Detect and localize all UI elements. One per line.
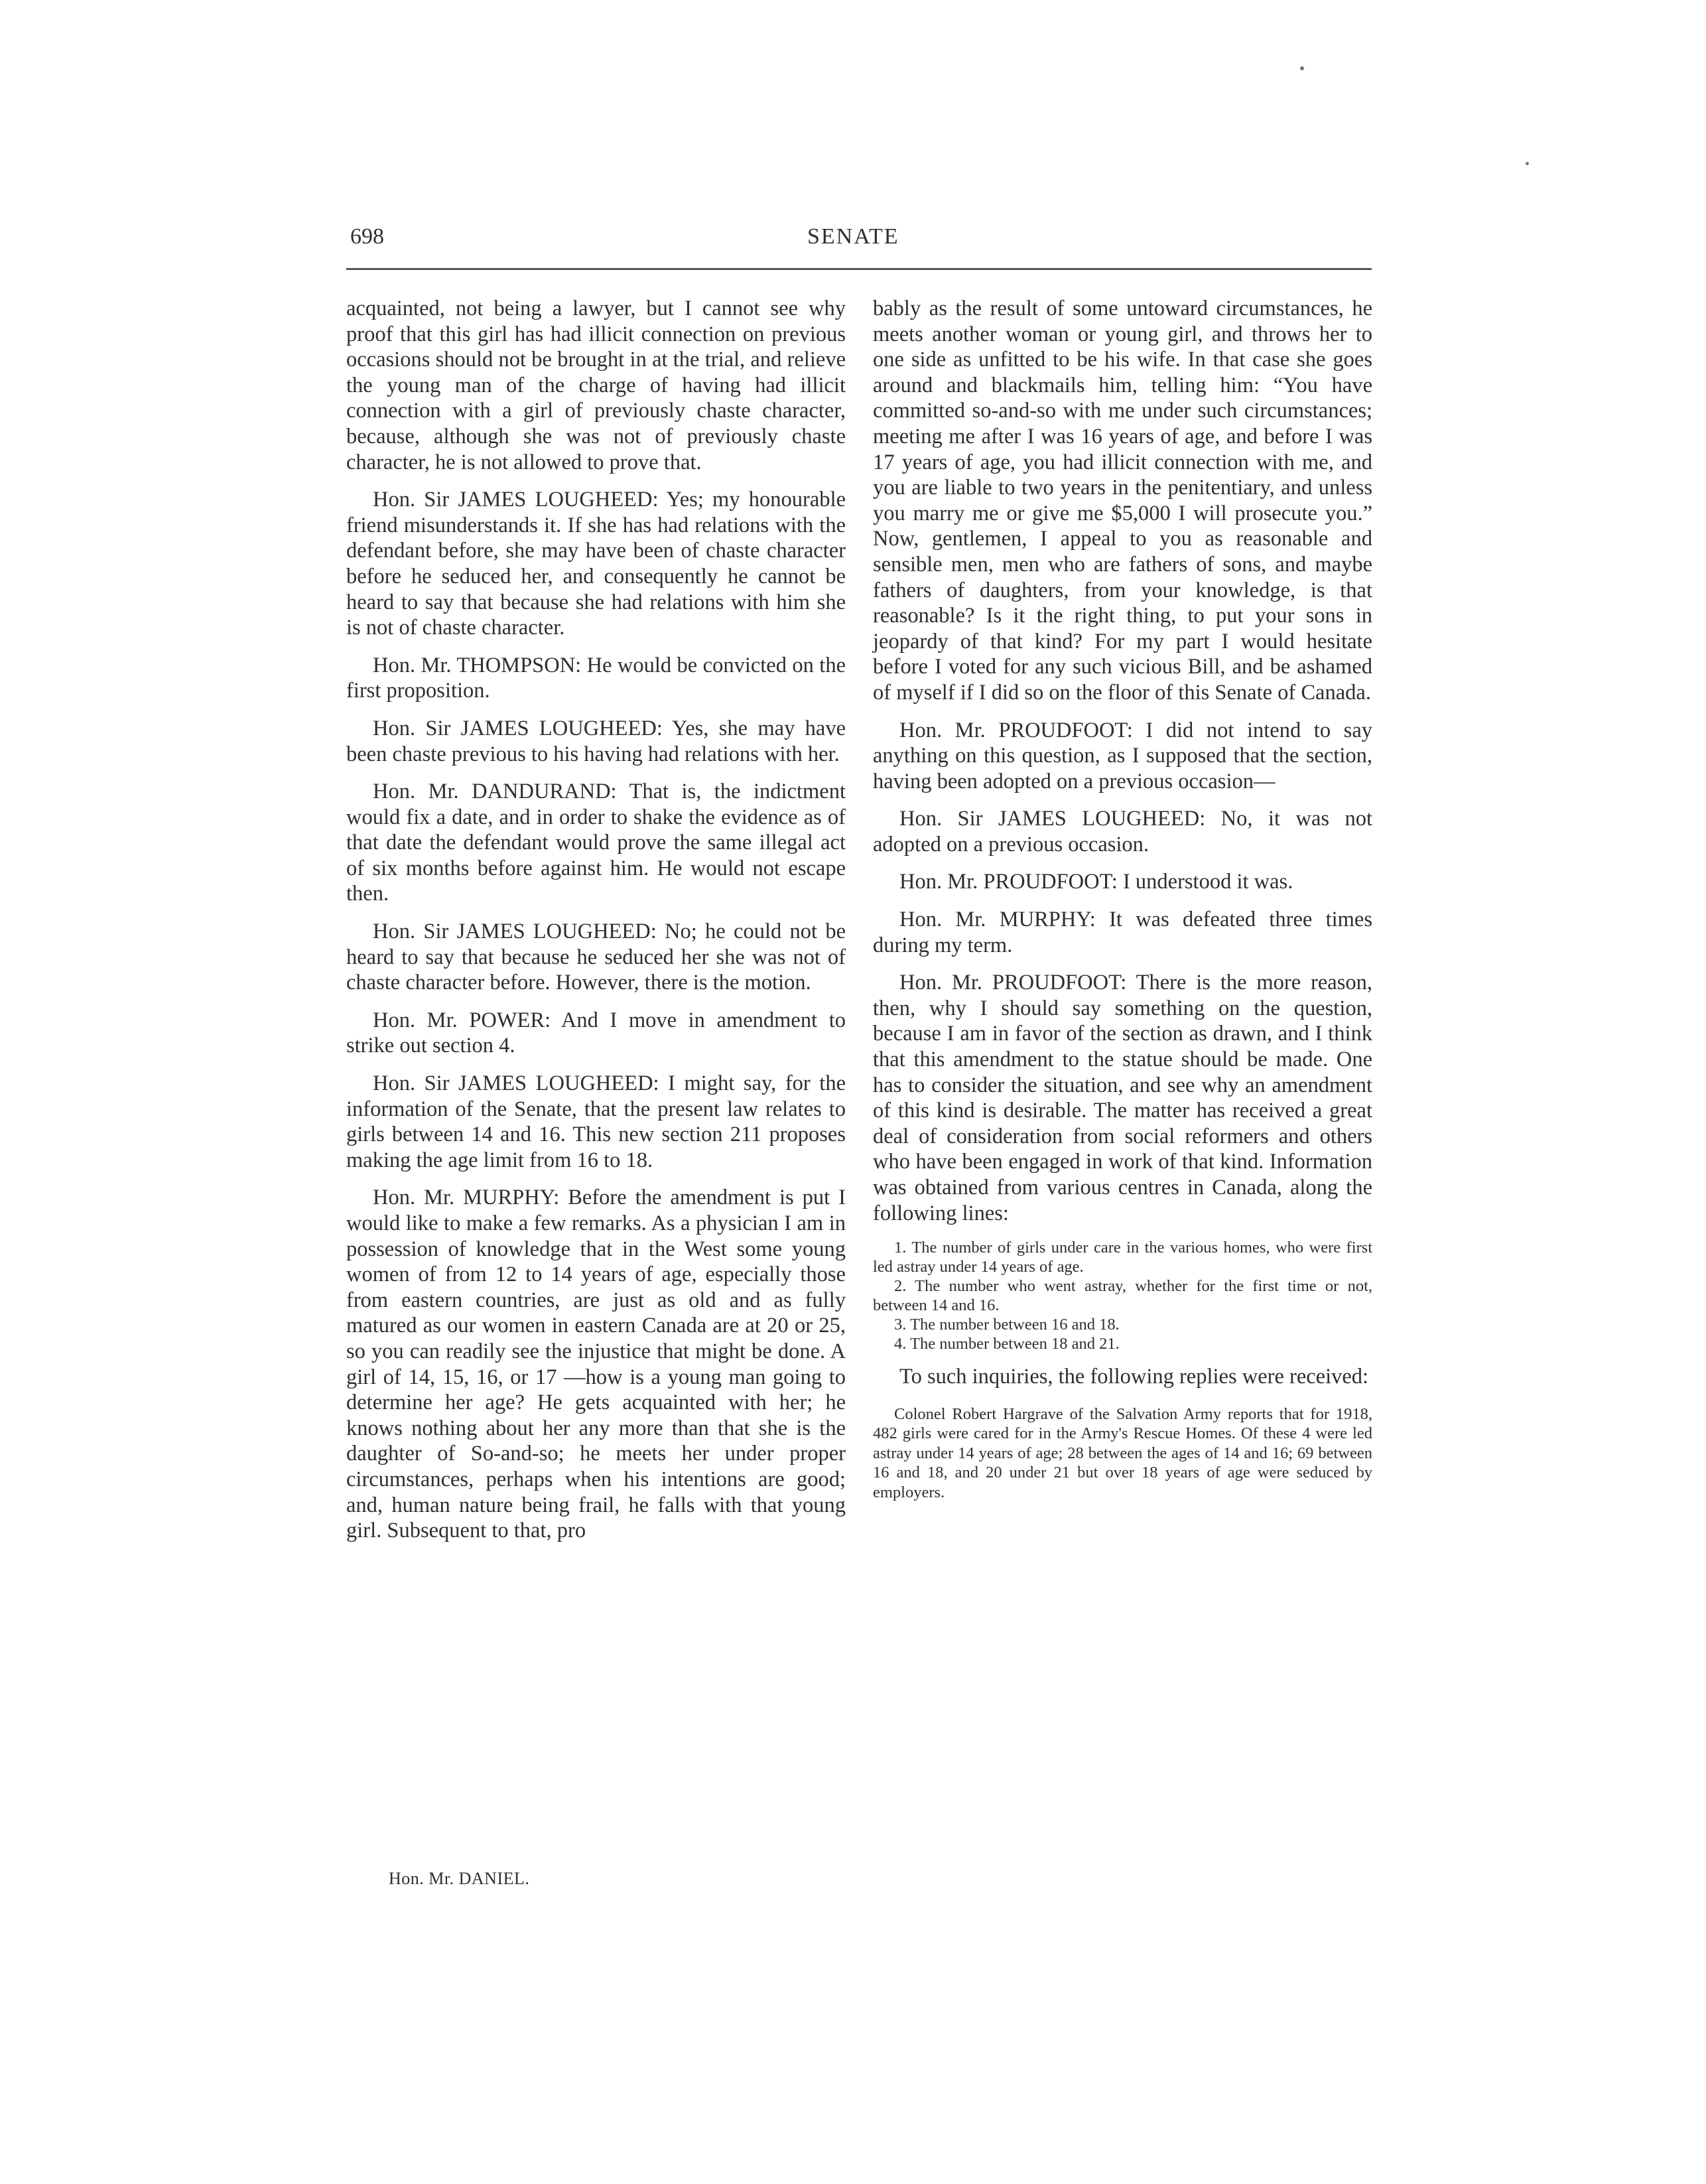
left-paragraph-1: acquainted, not being a lawyer, but I cannot see why proof that this girl has had illicit connection on previous occasions should not be brought in at the trial, and relieve the young man of the charge of having had illicit connection with a girl of previously chaste character, because, although she was not of previously chaste character, he is not allowed to prove that. xyxy=(346,297,846,474)
right-paragraph-5: Hon. Mr. MURPHY: It was defeated three times during my term. xyxy=(873,908,1372,957)
scan-speck xyxy=(1300,66,1304,70)
left-paragraph-9: Hon. Mr. MURPHY: Before the amendment is put I would like to make a few remarks. As a physician I am in possession of knowledge that in the West some young women of from 12 to 14 years of age, especially those from eastern countries, are just as old and as fully matured as our women in eastern Canada are at 20 or 25, so you can readily see the injustice that might be done. A girl of 14, 15, 16, or 17 —how is a young man going to determine her age? He gets acquainted with her; he knows nothing about her any more than that she is the daughter of So-and-so; he meets her under proper circumstances, perhaps when his intentions are good; and, human nature being frail, he falls with that young girl. Subsequent to that, pro xyxy=(346,1186,846,1543)
left-paragraph-4: Hon. Sir JAMES LOUGHEED: Yes, she may have been chaste previous to his having had relations with her. xyxy=(346,716,846,766)
header-rule xyxy=(346,268,1372,270)
list-item: 1. The number of girls under care in the various homes, who were first led astray under 14 years of age. xyxy=(873,1239,1372,1276)
left-paragraph-7: Hon. Mr. POWER: And I move in amendment to strike out section 4. xyxy=(346,1008,846,1058)
list-item: 3. The number between 16 and 18. xyxy=(894,1316,1120,1334)
page-number: 698 xyxy=(350,224,384,249)
list-item: 2. The number who went astray, whether for the first time or not, between 14 and 16. xyxy=(873,1277,1372,1315)
right-paragraph-4: Hon. Mr. PROUDFOOT: I understood it was. xyxy=(899,870,1293,894)
right-paragraph-6: Hon. Mr. PROUDFOOT: There is the more reason, then, why I should say something on the question, because I am in favor of the section as drawn, and I think that this amendment to the statue should be made. One has to consider the situation, and see why an amendment of this kind is desirable. The matter has received a great deal of consideration from social reformers and others who have been engaged in work of that kind. Information was obtained from various centres in Canada, along the following lines: xyxy=(873,971,1372,1225)
footer-speaker: Hon. Mr. DANIEL. xyxy=(389,1869,530,1888)
left-paragraph-6: Hon. Sir JAMES LOUGHEED: No; he could not be heard to say that because he seduced her she was not of chaste character before. However, there is the motion. xyxy=(346,920,846,995)
left-paragraph-3: Hon. Mr. THOMPSON: He would be convicted on the first proposition. xyxy=(346,653,846,703)
list-item: 4. The number between 18 and 21. xyxy=(894,1335,1120,1353)
right-paragraph-3: Hon. Sir JAMES LOUGHEED: No, it was not adopted on a previous occasion. xyxy=(873,807,1372,856)
left-paragraph-8: Hon. Sir JAMES LOUGHEED: I might say, for the information of the Senate, that the present law relates to girls between 14 and 16. This new section 211 proposes making the age limit from 16 to 18. xyxy=(346,1071,846,1172)
replies-intro: To such inquiries, the following replies were received: xyxy=(899,1365,1369,1389)
right-column xyxy=(873,296,1372,1502)
left-paragraph-5: Hon. Mr. DANDURAND: That is, the indictment would fix a date, and in order to shake the evidence as of that date the defendant would prove the same illegal act of six months before against him. He would not escape then. xyxy=(346,780,846,906)
inquiry-list xyxy=(873,1238,1372,1353)
quoted-reply: Colonel Robert Hargrave of the Salvation Army reports that for 1918, 482 girls were cared for in the Army's Rescue Homes. Of these 4 were led astray under 14 years of age; 28 between the ages of 14 and 16; 69 between 16 and 18, and 20 under 21 but over 18 years of age were seduced by employers. xyxy=(873,1404,1372,1501)
page-title: SENATE xyxy=(807,224,899,249)
left-column xyxy=(346,296,846,1556)
left-paragraph-2: Hon. Sir JAMES LOUGHEED: Yes; my honourable friend misunderstands it. If she has had relations with the defendant before, she may have been of chaste character before he seduced her, and consequently he cannot be heard to say that because she had relations with him she is not of chaste character. xyxy=(346,488,846,640)
right-paragraph-2: Hon. Mr. PROUDFOOT: I did not intend to say anything on this question, as I supposed that the section, having been adopted on a previous occasion— xyxy=(873,718,1372,793)
scan-speck xyxy=(1526,162,1529,165)
right-paragraph-1: bably as the result of some untoward circumstances, he meets another woman or young girl, and throws her to one side as unfitted to be his wife. In that case she goes around and blackmails him, telling him: “You have committed so-and-so with me under such circumstances; meeting me after I was 16 years of age, and before I was 17 years of age, you had illicit connection with me, and you are liable to two years in the penitentiary, and unless you marry me or give me $5,000 I will prosecute you.” Now, gentlemen, I appeal to you as reasonable and sensible men, men who are fathers of sons, and maybe fathers of daughters, from your knowledge, is that reasonable? Is it the right thing, to put your sons in jeopardy of that kind? For my part I would hesitate before I voted for any such vicious Bill, and be ashamed of myself if I did so on the floor of this Senate of Canada. xyxy=(873,297,1372,705)
